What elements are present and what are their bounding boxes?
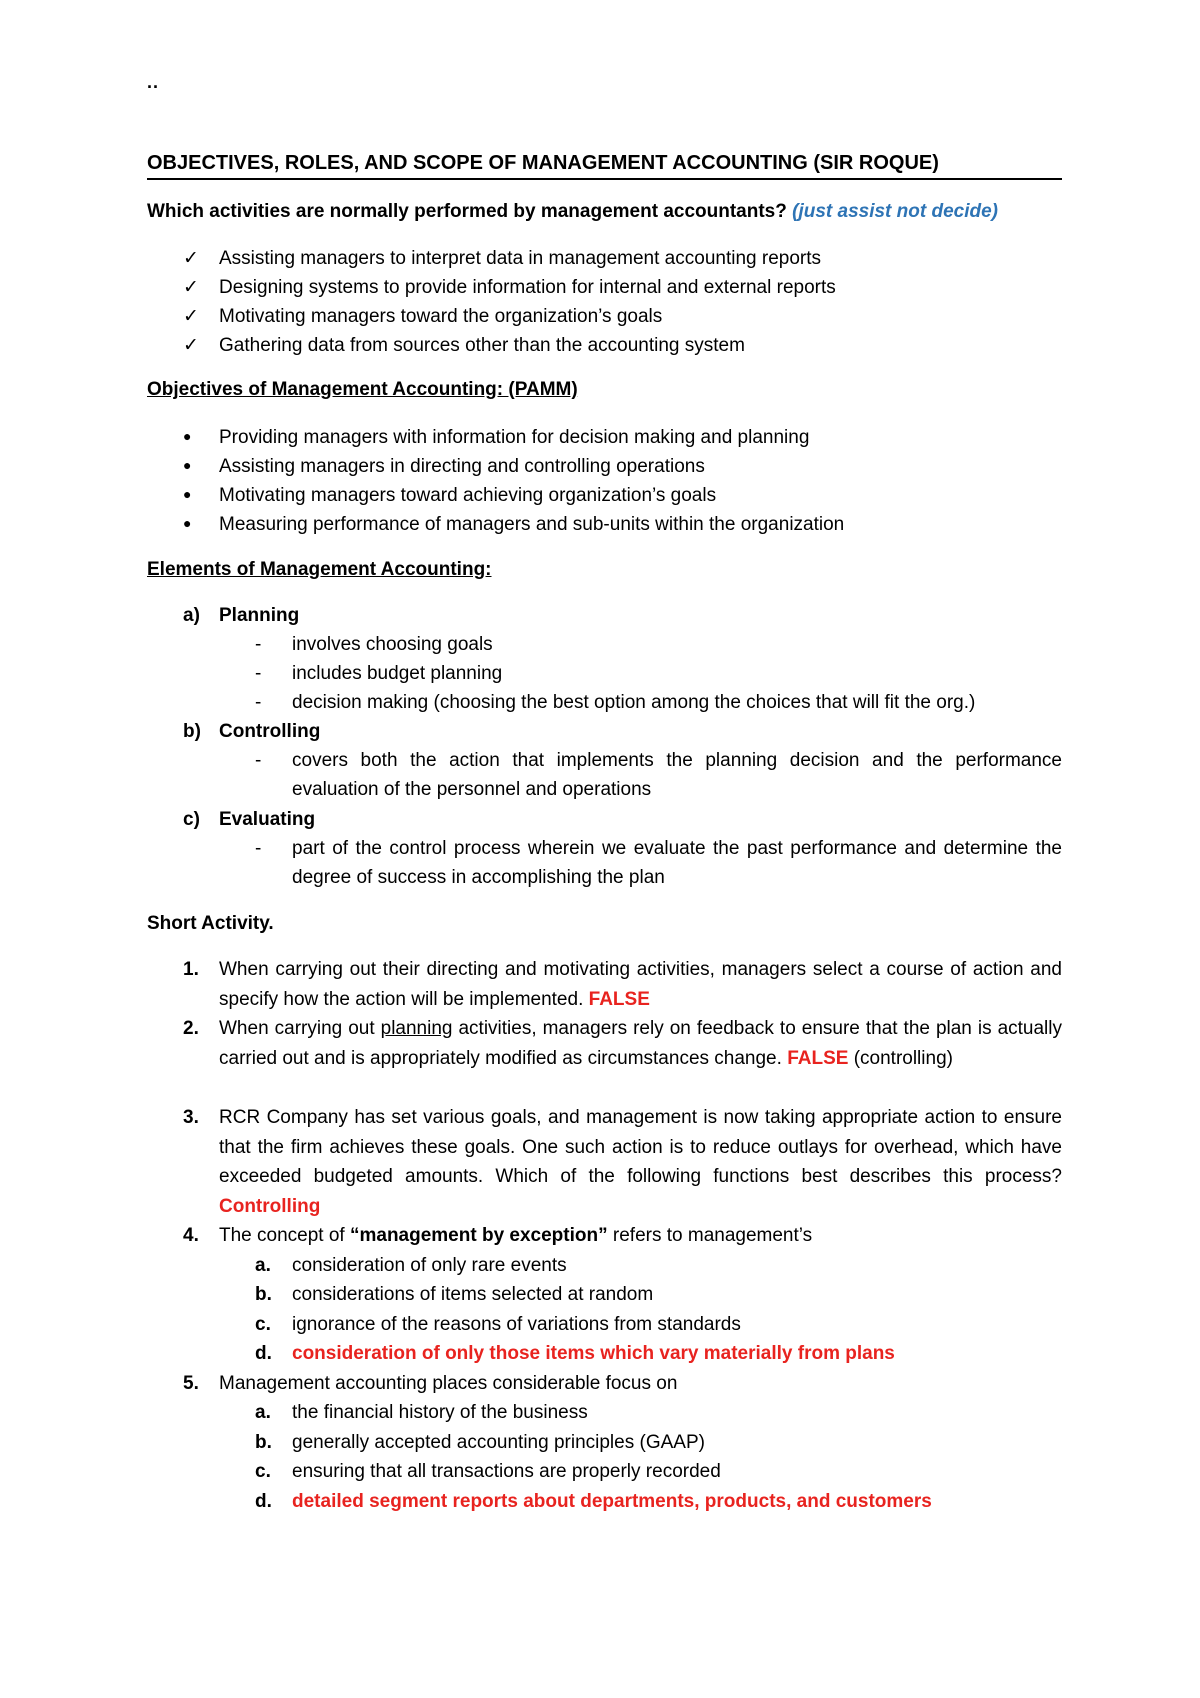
option-item: c. ignorance of the reasons of variations from standards (255, 1313, 741, 1335)
objective-item: ● Motivating managers toward achieving organization’s goals (183, 485, 717, 506)
checkmark-icon: ✓ (183, 335, 199, 356)
check-item: ✓ Designing systems to provide information for internal and external reports (147, 273, 1062, 302)
question-line (147, 199, 1062, 225)
top-dots: .. (147, 72, 160, 92)
document-page: .. OBJECTIVES, ROLES, AND SCOPE OF MANAGEMENT ACCOUNTING (SIR ROQUE) Which activities are normally performed by management accountants? (just assist not decide) ✓ Assisting managers to interpret data in management accounting reports ✓ Designing systems to provide information for internal and external reports ✓ Motivating managers toward the organization’s goals ✓ Gathering data from sources other than the accounting system Objectives of Management Accounting: (PAMM) ● Providing managers with information for decision making and planning ● Assisting managers in directing and controlling operations ● Motivating managers toward achieving organization’s goals ● Measuring performance of managers and sub-units within the organization Elements of Management Accounting: a) Planning - involves choosing goals - includes budget planning - decision making (choosing the best option among the choices that will fit the org.) b) Controlling - covers both the action that implements the planning decision and the performance evaluation of the personnel and operations c) Evaluating - part of the control process wherein we evaluate the past performance and determine the degree of success in accomplishing the plan Short Activity. 1. When carrying out their directing and motivating activities, managers select a course of action and specify how the action will be implemented. FALSE 2. When carrying out planning activities, managers rely on feedback to ensure that the plan is actually carried out and is appropriately modified as circumstances change. FALSE (controlling) 3. RCR Company has set various goals, and management is now taking appropriate action to ensure that the firm achieves these goals. One such action is to reduce outlays for overhead, which have exceeded budgeted amounts. Which of the following functions best describes this process? Controlling 4. The concept of “management by exception” refers to management’s a. consideration of only rare events b. considerations of items selected at random c. ignorance of the reasons of variations from standards d. consideration of only those items which vary materially from plans 5. Management accounting places considerable focus on a. the financial history of the business b. generally accepted accounting principles (GAAP) c. ensuring that all transactions are properly recorded d. detailed segment reports about departments, products, and customers (0, 0, 1200, 1698)
dash-icon: - (255, 838, 262, 859)
option-item: b. considerations of items selected at random (255, 1284, 654, 1305)
dash-icon: - (255, 750, 262, 771)
option-item-correct: d. detailed segment reports about departments, products, and customers (255, 1490, 932, 1512)
option-item: c. ensuring that all transactions are properly recorded (255, 1461, 721, 1482)
checkmark-icon: ✓ (183, 277, 199, 298)
activity-heading: Short Activity. (147, 913, 274, 934)
option-item: a. the financial history of the business (255, 1402, 588, 1423)
objectives-heading: Objectives of Management Accounting: (PAMM) (147, 379, 578, 400)
bullet-icon: ● (183, 486, 192, 502)
check-item: ✓ Motivating managers toward the organization’s goals (147, 302, 1062, 331)
option-item: a. consideration of only rare events (255, 1254, 567, 1276)
checkmark-icon: ✓ (183, 248, 199, 269)
objective-item: ● Measuring performance of managers and sub-units within the organization (183, 514, 845, 535)
element-planning: a) Planning (183, 605, 300, 626)
page-title: OBJECTIVES, ROLES, AND SCOPE OF MANAGEMENT ACCOUNTING (SIR ROQUE) (147, 150, 1062, 180)
activity-question-5: 5. Management accounting places considerable focus on (183, 1372, 678, 1394)
option-item-correct: d. consideration of only those items which vary materially from plans (255, 1343, 895, 1364)
answer-text: FALSE (787, 1047, 849, 1069)
activity-question-4: 4. The concept of “management by exception” refers to management’s (183, 1225, 813, 1246)
dash-icon: - (255, 634, 262, 655)
answer-text: FALSE (588, 988, 650, 1010)
check-item: ✓ Gathering data from sources other than the accounting system (147, 331, 1062, 360)
bullet-icon: ● (183, 515, 192, 531)
question-text: Which activities are normally performed by management accountants? (147, 201, 787, 222)
objective-item: ● Assisting managers in directing and controlling operations (183, 456, 705, 477)
question-note: (just assist not decide) (792, 201, 998, 222)
dash-icon: - (255, 692, 262, 713)
bullet-icon: ● (183, 457, 192, 473)
dash-icon: - (255, 663, 262, 684)
check-item: ✓ Assisting managers to interpret data in management accounting reports (147, 244, 1062, 273)
checkmark-icon: ✓ (183, 306, 199, 327)
element-controlling: b) Controlling (183, 721, 321, 742)
objective-item: ● Providing managers with information for decision making and planning (183, 427, 810, 448)
option-item: b. generally accepted accounting principles (GAAP) (255, 1431, 705, 1453)
bullet-icon: ● (183, 428, 192, 444)
element-evaluating: c) Evaluating (183, 809, 316, 830)
elements-heading: Elements of Management Accounting: (147, 559, 492, 580)
answer-text: Controlling (219, 1195, 321, 1217)
